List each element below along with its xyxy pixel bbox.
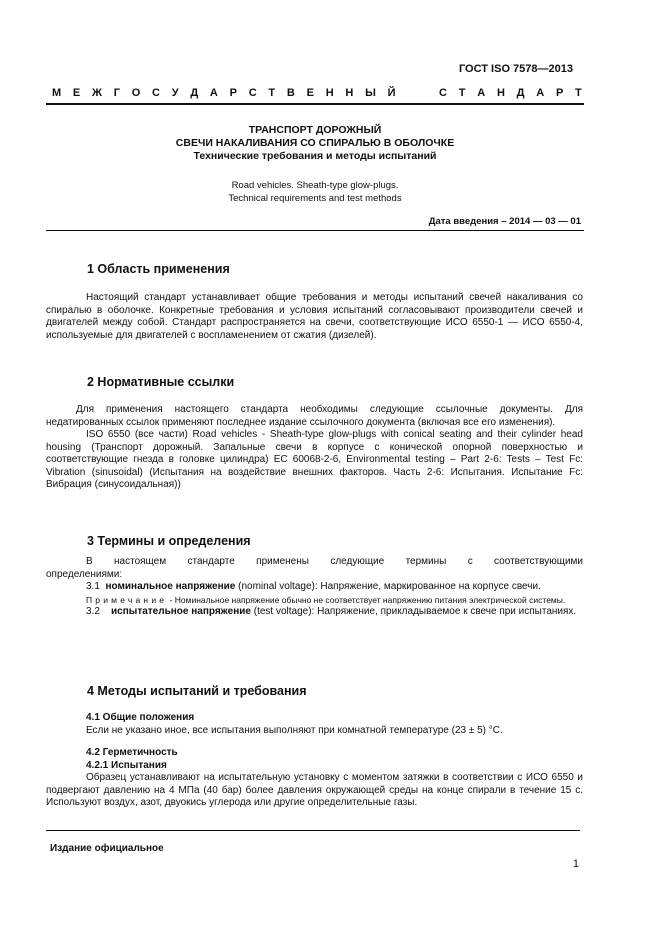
banner-letter: Н [345,87,354,99]
subsection-4-1-heading [46,712,583,725]
note-text: - Номинальное напряжение обычно не соответствует напряжению питания электрической системы. [167,594,566,605]
banner-letter: А [209,87,218,99]
section-3-heading [87,534,251,548]
banner-letter: Т [575,87,582,99]
banner-letter: С [152,87,160,99]
subsection-4-2-heading [46,747,583,760]
subsection-4-2-1-text: Образец устанавливают на испытательную установку с моментом затяжки в соответствии с ИСО 6550 и подвергают давлению на 4 МПа (40 бар) более давления окружающей среды на конце спирали в течение 15 с. Используют воздух, азот, двуокись углерода или другие определительные газы. [46,772,583,808]
banner-gap [407,87,427,99]
subsection-4-1-heading-text: 4.1 Общие положения [86,712,195,723]
banner-letter: Е [306,87,314,99]
title-line-2: СВЕЧИ НАКАЛИВАНИЯ СО СПИРАЛЬЮ В ОБОЛОЧКЕ [175,137,455,149]
term-3-1 [46,581,583,594]
term-3-2-term: испытательное напряжение [111,606,251,617]
banner-letter: С [439,87,447,99]
banner-letter: О [131,87,141,99]
section-2-paragraph-2: ISO 6550 (все части) Road vehicles - Sheath-type glow-plugs with conical seating and their cylinder head housing (Транспорт дорожный. Запальные свечи в корпусе с конической опорной поверхностью и соответствующие гнезда в головке цилиндра) ЕС 60068-2-6, Environmental testing – Part 2-6: Tests – Test Fc: Vibration (sinusoidal) (Испытания на воздействие внешних факторов. Часть 2-6: Испытания. Испытание Fc: Вибрация (синусоидальная)) [46,429,583,490]
banner-letter: А [536,87,545,99]
term-3-2-definition: (test voltage): Напряжение, прикладываемое к свече при испытаниях. [253,606,577,617]
banner-letter: Т [268,87,276,99]
section-2-paragraph-1: Для применения настоящего стандарта необходимы следующие ссылочные документы. Для недатированных ссылок применяют последнее издание ссылочного документа (включая все его изменения). [46,404,583,428]
banner-letter: Н [496,87,505,99]
section-1-heading-text: 1 Область применения [87,262,230,276]
banner-letter: М [52,87,62,99]
term-3-1-term: номинальное напряжение [105,581,236,592]
section-4-heading [87,684,307,698]
banner-letter: Й [387,87,396,99]
banner-letter: Ы [365,87,376,99]
header-rule [46,103,584,105]
banner-letter: Р [229,87,237,99]
section-1-heading [87,262,230,276]
subsection-4-2-heading-text: 4.2 Герметичность [86,747,178,758]
section-2-heading-text: 2 Нормативные ссылки [87,375,235,389]
title-en-line-2: Technical requirements and test methods [228,193,402,204]
section-2-heading [87,375,234,389]
section-4-body [46,712,583,810]
section-3-heading-text: 3 Термины и определения [87,534,251,548]
introduction-date: Дата введения – 2014 — 03 — 01 [428,216,581,227]
term-3-2 [46,606,583,619]
subsection-4-2-1-heading [46,760,583,773]
term-3-2-number: 3.2 [86,606,100,617]
section-3-body [46,556,583,619]
note [46,594,583,607]
edition-label: Издание официальное [50,843,164,854]
banner-letter: Е [72,87,81,99]
page-number: 1 [572,858,579,870]
section-4-heading-text: 4 Методы испытаний и требования [87,684,307,698]
title-line-1: ТРАНСПОРТ ДОРОЖНЫЙ [248,124,382,136]
banner-letter: С [248,87,257,99]
term-3-1-definition: (nominal voltage): Напряжение, маркированное на корпусе свечи. [238,581,541,592]
banner-letter: Ж [92,87,102,99]
interstate-standard-banner [52,87,582,99]
banner-letter: У [171,87,179,99]
banner-letter: Д [190,87,199,99]
section-1-body [46,292,583,342]
title-line-3: Технические требования и методы испытаний [193,150,437,162]
note-label: Примечание [86,594,168,605]
banner-letter: Г [113,87,120,99]
banner-letter: Т [458,87,466,99]
term-3-1-number: 3.1 [86,581,100,592]
subsection-4-1-text: Если не указано иное, все испытания выполняют при комнатной температуре (23 ± 5) °С. [86,724,503,736]
banner-letter: В [286,87,295,99]
banner-letter: Р [555,87,564,99]
banner-letter: Д [516,87,525,99]
banner-letter: А [477,87,486,99]
banner-letter: Н [325,87,334,99]
subsection-4-2-1-heading-text: 4.2.1 Испытания [86,759,167,771]
section-1-paragraph: Настоящий стандарт устанавливает общие требования и методы испытаний свечей накаливания со спиралью в оболочке. Конкретные требования и условия испытаний согласовывают производители свечей и двигателей между собой. Стандарт распространяется на свечи, соответствующие ИСО 6550-1 — ИСО 6550-4, используемые для двигателей с воспламенением от сжатия (дизелей). [46,292,583,341]
date-rule [46,230,584,231]
standard-number: ГОСТ ISO 7578—2013 [458,63,573,75]
footer-rule [46,830,580,831]
title-en-line-1: Road vehicles. Sheath-type glow-plugs. [231,180,399,191]
section-2-body [46,404,583,492]
section-3-intro: В настоящем стандарте применены следующие термины с соответствующими определениями: [46,556,583,580]
